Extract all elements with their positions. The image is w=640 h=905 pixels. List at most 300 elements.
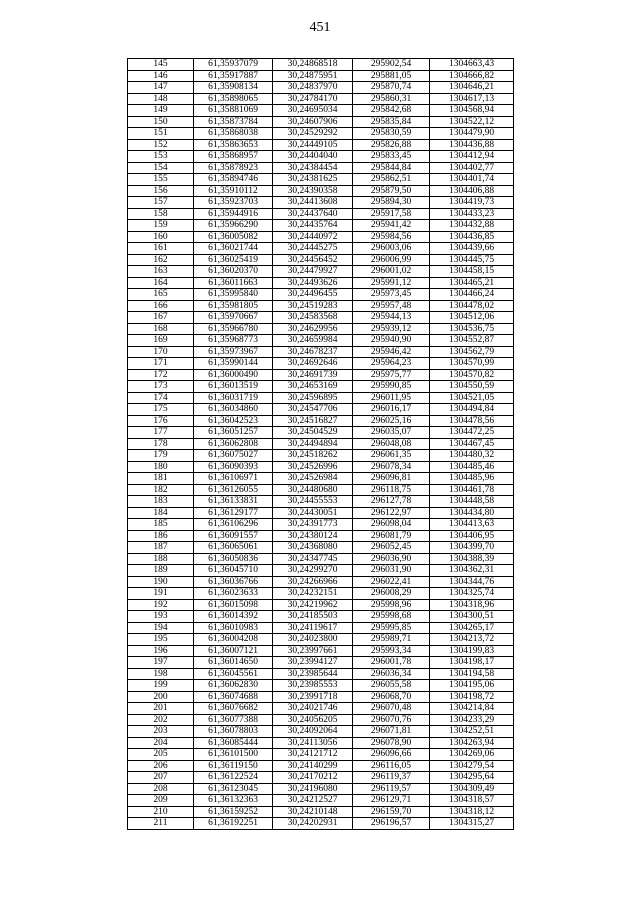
table-row [128,289,514,301]
point-number-cell: 170 [128,346,194,358]
latitude-cell: 61,35995840 [194,289,273,301]
table-row [128,668,514,680]
longitude-cell: 30,24212527 [273,795,353,807]
latitude-cell: 61,35968773 [194,335,273,347]
x-coordinate-cell: 295990,85 [353,381,430,393]
y-coordinate-cell: 1304263,94 [430,737,514,749]
y-coordinate-cell: 1304465,21 [430,277,514,289]
x-coordinate-cell: 296096,66 [353,749,430,761]
x-coordinate-cell: 296119,57 [353,783,430,795]
y-coordinate-cell: 1304433,23 [430,208,514,220]
table-row [128,726,514,738]
point-number-cell: 193 [128,611,194,623]
point-number-cell: 200 [128,691,194,703]
longitude-cell: 30,24140299 [273,760,353,772]
table-row [128,243,514,255]
point-number-cell: 155 [128,174,194,186]
latitude-cell: 61,35923703 [194,197,273,209]
longitude-cell: 30,24210148 [273,806,353,818]
y-coordinate-cell: 1304413,63 [430,519,514,531]
point-number-cell: 156 [128,185,194,197]
y-coordinate-cell: 1304295,64 [430,772,514,784]
table-row [128,174,514,186]
y-coordinate-cell: 1304432,88 [430,220,514,232]
table-row [128,519,514,531]
longitude-cell: 30,24456452 [273,254,353,266]
latitude-cell: 61,35917887 [194,70,273,82]
longitude-cell: 30,24170212 [273,772,353,784]
point-number-cell: 184 [128,507,194,519]
table-row [128,231,514,243]
y-coordinate-cell: 1304300,51 [430,611,514,623]
y-coordinate-cell: 1304478,56 [430,415,514,427]
point-number-cell: 180 [128,461,194,473]
latitude-cell: 61,35966780 [194,323,273,335]
table-row [128,392,514,404]
coordinates-table [127,58,514,830]
latitude-cell: 61,36065061 [194,542,273,554]
point-number-cell: 174 [128,392,194,404]
longitude-cell: 30,24504529 [273,427,353,439]
table-row [128,438,514,450]
x-coordinate-cell: 296118,75 [353,484,430,496]
y-coordinate-cell: 1304318,96 [430,599,514,611]
point-number-cell: 160 [128,231,194,243]
longitude-cell: 30,24837970 [273,82,353,94]
latitude-cell: 61,35881069 [194,105,273,117]
x-coordinate-cell: 295902,54 [353,59,430,71]
longitude-cell: 30,24121712 [273,749,353,761]
table-row [128,783,514,795]
x-coordinate-cell: 295975,77 [353,369,430,381]
x-coordinate-cell: 295917,58 [353,208,430,220]
y-coordinate-cell: 1304461,78 [430,484,514,496]
longitude-cell: 30,24583568 [273,312,353,324]
latitude-cell: 61,36014650 [194,657,273,669]
latitude-cell: 61,36050836 [194,553,273,565]
x-coordinate-cell: 295940,90 [353,335,430,347]
x-coordinate-cell: 295939,12 [353,323,430,335]
point-number-cell: 165 [128,289,194,301]
longitude-cell: 30,24391773 [273,519,353,531]
x-coordinate-cell: 296016,17 [353,404,430,416]
table-row [128,70,514,82]
point-number-cell: 192 [128,599,194,611]
latitude-cell: 61,36004208 [194,634,273,646]
latitude-cell: 61,35944916 [194,208,273,220]
x-coordinate-cell: 295941,42 [353,220,430,232]
page-number: 451 [309,20,331,35]
x-coordinate-cell: 296036,90 [353,553,430,565]
x-coordinate-cell: 296006,99 [353,254,430,266]
latitude-cell: 61,36106296 [194,519,273,531]
table-row [128,473,514,485]
point-number-cell: 210 [128,806,194,818]
x-coordinate-cell: 295826,88 [353,139,430,151]
point-number-cell: 176 [128,415,194,427]
latitude-cell: 61,36025419 [194,254,273,266]
point-number-cell: 169 [128,335,194,347]
longitude-cell: 30,24404040 [273,151,353,163]
y-coordinate-cell: 1304434,80 [430,507,514,519]
x-coordinate-cell: 296068,70 [353,691,430,703]
point-number-cell: 211 [128,818,194,830]
longitude-cell: 30,24023800 [273,634,353,646]
point-number-cell: 175 [128,404,194,416]
x-coordinate-cell: 295998,68 [353,611,430,623]
point-number-cell: 173 [128,381,194,393]
y-coordinate-cell: 1304214,84 [430,703,514,715]
latitude-cell: 61,36023633 [194,588,273,600]
latitude-cell: 61,36119150 [194,760,273,772]
latitude-cell: 61,36011663 [194,277,273,289]
y-coordinate-cell: 1304252,51 [430,726,514,738]
y-coordinate-cell: 1304552,87 [430,335,514,347]
table-row [128,300,514,312]
x-coordinate-cell: 296008,29 [353,588,430,600]
y-coordinate-cell: 1304570,99 [430,358,514,370]
longitude-cell: 30,24479927 [273,266,353,278]
y-coordinate-cell: 1304199,83 [430,645,514,657]
x-coordinate-cell: 295944,13 [353,312,430,324]
longitude-cell: 30,24113056 [273,737,353,749]
y-coordinate-cell: 1304195,06 [430,680,514,692]
point-number-cell: 182 [128,484,194,496]
table-row [128,404,514,416]
latitude-cell: 61,36034860 [194,404,273,416]
point-number-cell: 179 [128,450,194,462]
point-number-cell: 164 [128,277,194,289]
point-number-cell: 152 [128,139,194,151]
y-coordinate-cell: 1304412,94 [430,151,514,163]
y-coordinate-cell: 1304439,66 [430,243,514,255]
y-coordinate-cell: 1304279,54 [430,760,514,772]
x-coordinate-cell: 295993,34 [353,645,430,657]
x-coordinate-cell: 295984,56 [353,231,430,243]
point-number-cell: 153 [128,151,194,163]
y-coordinate-cell: 1304562,79 [430,346,514,358]
x-coordinate-cell: 295973,45 [353,289,430,301]
latitude-cell: 61,35894746 [194,174,273,186]
table-row [128,806,514,818]
x-coordinate-cell: 295957,48 [353,300,430,312]
point-number-cell: 191 [128,588,194,600]
x-coordinate-cell: 296078,90 [353,737,430,749]
y-coordinate-cell: 1304479,90 [430,128,514,140]
longitude-cell: 30,24437640 [273,208,353,220]
latitude-cell: 61,36159252 [194,806,273,818]
table-row [128,611,514,623]
latitude-cell: 61,36014392 [194,611,273,623]
y-coordinate-cell: 1304521,05 [430,392,514,404]
table-row [128,254,514,266]
table-row [128,116,514,128]
latitude-cell: 61,36129177 [194,507,273,519]
x-coordinate-cell: 296119,37 [353,772,430,784]
longitude-cell: 30,24266966 [273,576,353,588]
latitude-cell: 61,35990144 [194,358,273,370]
y-coordinate-cell: 1304194,58 [430,668,514,680]
x-coordinate-cell: 295995,85 [353,622,430,634]
longitude-cell: 30,24185503 [273,611,353,623]
latitude-cell: 61,36123045 [194,783,273,795]
longitude-cell: 30,24692646 [273,358,353,370]
y-coordinate-cell: 1304269,06 [430,749,514,761]
y-coordinate-cell: 1304198,17 [430,657,514,669]
y-coordinate-cell: 1304315,27 [430,818,514,830]
point-number-cell: 162 [128,254,194,266]
point-number-cell: 148 [128,93,194,105]
x-coordinate-cell: 295998,96 [353,599,430,611]
x-coordinate-cell: 295833,45 [353,151,430,163]
table-row [128,772,514,784]
table-row [128,335,514,347]
longitude-cell: 30,24496455 [273,289,353,301]
longitude-cell: 30,24202931 [273,818,353,830]
y-coordinate-cell: 1304265,17 [430,622,514,634]
longitude-cell: 30,24494894 [273,438,353,450]
x-coordinate-cell: 295991,12 [353,277,430,289]
longitude-cell: 30,24384454 [273,162,353,174]
x-coordinate-cell: 296071,81 [353,726,430,738]
table-row [128,105,514,117]
point-number-cell: 150 [128,116,194,128]
longitude-cell: 30,24232151 [273,588,353,600]
x-coordinate-cell: 295862,51 [353,174,430,186]
x-coordinate-cell: 295842,68 [353,105,430,117]
table-row [128,576,514,588]
latitude-cell: 61,36192251 [194,818,273,830]
latitude-cell: 61,36090393 [194,461,273,473]
x-coordinate-cell: 296078,34 [353,461,430,473]
longitude-cell: 30,24529292 [273,128,353,140]
x-coordinate-cell: 296001,02 [353,266,430,278]
longitude-cell: 30,23991718 [273,691,353,703]
point-number-cell: 178 [128,438,194,450]
table-row [128,599,514,611]
point-number-cell: 171 [128,358,194,370]
latitude-cell: 61,35863653 [194,139,273,151]
table-row [128,645,514,657]
latitude-cell: 61,35937079 [194,59,273,71]
y-coordinate-cell: 1304480,32 [430,450,514,462]
x-coordinate-cell: 296035,07 [353,427,430,439]
y-coordinate-cell: 1304646,21 [430,82,514,94]
point-number-cell: 151 [128,128,194,140]
point-number-cell: 204 [128,737,194,749]
longitude-cell: 30,24119617 [273,622,353,634]
longitude-cell: 30,24784170 [273,93,353,105]
x-coordinate-cell: 296025,16 [353,415,430,427]
table-row [128,93,514,105]
table-row [128,634,514,646]
table-row [128,622,514,634]
y-coordinate-cell: 1304485,46 [430,461,514,473]
table-row [128,427,514,439]
y-coordinate-cell: 1304309,49 [430,783,514,795]
latitude-cell: 61,36062808 [194,438,273,450]
y-coordinate-cell: 1304550,59 [430,381,514,393]
longitude-cell: 30,24381625 [273,174,353,186]
y-coordinate-cell: 1304233,29 [430,714,514,726]
point-number-cell: 190 [128,576,194,588]
x-coordinate-cell: 296048,08 [353,438,430,450]
x-coordinate-cell: 296127,78 [353,496,430,508]
y-coordinate-cell: 1304436,88 [430,139,514,151]
table-row [128,323,514,335]
y-coordinate-cell: 1304402,77 [430,162,514,174]
table-row [128,415,514,427]
point-number-cell: 161 [128,243,194,255]
latitude-cell: 61,36076682 [194,703,273,715]
y-coordinate-cell: 1304445,75 [430,254,514,266]
table-row [128,795,514,807]
point-number-cell: 168 [128,323,194,335]
point-number-cell: 177 [128,427,194,439]
longitude-cell: 30,24368080 [273,542,353,554]
point-number-cell: 195 [128,634,194,646]
longitude-cell: 30,24445275 [273,243,353,255]
y-coordinate-cell: 1304436,85 [430,231,514,243]
latitude-cell: 61,36132363 [194,795,273,807]
table-row [128,197,514,209]
latitude-cell: 61,35873784 [194,116,273,128]
point-number-cell: 157 [128,197,194,209]
y-coordinate-cell: 1304472,25 [430,427,514,439]
x-coordinate-cell: 295830,59 [353,128,430,140]
x-coordinate-cell: 295870,74 [353,82,430,94]
point-number-cell: 194 [128,622,194,634]
point-number-cell: 158 [128,208,194,220]
table-row [128,737,514,749]
latitude-cell: 61,36020370 [194,266,273,278]
table-row [128,346,514,358]
y-coordinate-cell: 1304663,43 [430,59,514,71]
point-number-cell: 209 [128,795,194,807]
x-coordinate-cell: 296052,45 [353,542,430,554]
table-row [128,59,514,71]
point-number-cell: 172 [128,369,194,381]
point-number-cell: 207 [128,772,194,784]
x-coordinate-cell: 295860,31 [353,93,430,105]
table-row [128,657,514,669]
table-row [128,588,514,600]
longitude-cell: 30,24659984 [273,335,353,347]
latitude-cell: 61,35970667 [194,312,273,324]
point-number-cell: 147 [128,82,194,94]
y-coordinate-cell: 1304568,94 [430,105,514,117]
x-coordinate-cell: 296196,57 [353,818,430,830]
table-row [128,507,514,519]
longitude-cell: 30,24653169 [273,381,353,393]
longitude-cell: 30,24219962 [273,599,353,611]
table-row [128,691,514,703]
longitude-cell: 30,24196080 [273,783,353,795]
x-coordinate-cell: 296001,78 [353,657,430,669]
point-number-cell: 196 [128,645,194,657]
longitude-cell: 30,24875951 [273,70,353,82]
point-number-cell: 201 [128,703,194,715]
point-number-cell: 202 [128,714,194,726]
longitude-cell: 30,24518262 [273,450,353,462]
latitude-cell: 61,36101500 [194,749,273,761]
point-number-cell: 188 [128,553,194,565]
point-number-cell: 186 [128,530,194,542]
y-coordinate-cell: 1304318,57 [430,795,514,807]
longitude-cell: 30,24056205 [273,714,353,726]
y-coordinate-cell: 1304666,82 [430,70,514,82]
longitude-cell: 30,24435764 [273,220,353,232]
table-row [128,312,514,324]
x-coordinate-cell: 296122,97 [353,507,430,519]
x-coordinate-cell: 296129,71 [353,795,430,807]
longitude-cell: 30,24691739 [273,369,353,381]
x-coordinate-cell: 296096,81 [353,473,430,485]
point-number-cell: 187 [128,542,194,554]
x-coordinate-cell: 296081,79 [353,530,430,542]
longitude-cell: 30,23997661 [273,645,353,657]
longitude-cell: 30,24480680 [273,484,353,496]
y-coordinate-cell: 1304406,88 [430,185,514,197]
point-number-cell: 198 [128,668,194,680]
longitude-cell: 30,24519283 [273,300,353,312]
y-coordinate-cell: 1304536,75 [430,323,514,335]
x-coordinate-cell: 296070,48 [353,703,430,715]
table-row [128,565,514,577]
table-row [128,381,514,393]
y-coordinate-cell: 1304399,70 [430,542,514,554]
table-row [128,162,514,174]
table-row [128,139,514,151]
latitude-cell: 61,36074688 [194,691,273,703]
longitude-cell: 30,24440972 [273,231,353,243]
x-coordinate-cell: 295881,05 [353,70,430,82]
longitude-cell: 30,24380124 [273,530,353,542]
y-coordinate-cell: 1304485,96 [430,473,514,485]
longitude-cell: 30,24607906 [273,116,353,128]
table-row [128,760,514,772]
table-row [128,703,514,715]
latitude-cell: 61,36021744 [194,243,273,255]
longitude-cell: 30,24629956 [273,323,353,335]
latitude-cell: 61,36075027 [194,450,273,462]
longitude-cell: 30,24413608 [273,197,353,209]
longitude-cell: 30,24695034 [273,105,353,117]
latitude-cell: 61,36005082 [194,231,273,243]
longitude-cell: 30,24430051 [273,507,353,519]
table-row [128,185,514,197]
table-row [128,818,514,830]
table-row [128,82,514,94]
point-number-cell: 199 [128,680,194,692]
longitude-cell: 30,24526996 [273,461,353,473]
point-number-cell: 189 [128,565,194,577]
table-row [128,680,514,692]
y-coordinate-cell: 1304478,02 [430,300,514,312]
longitude-cell: 30,23985553 [273,680,353,692]
table-row [128,151,514,163]
longitude-cell: 30,24299270 [273,565,353,577]
point-number-cell: 167 [128,312,194,324]
latitude-cell: 61,36122524 [194,772,273,784]
x-coordinate-cell: 296070,76 [353,714,430,726]
latitude-cell: 61,36133831 [194,496,273,508]
longitude-cell: 30,24493626 [273,277,353,289]
latitude-cell: 61,35898065 [194,93,273,105]
y-coordinate-cell: 1304401,74 [430,174,514,186]
latitude-cell: 61,36051257 [194,427,273,439]
longitude-cell: 30,24516827 [273,415,353,427]
